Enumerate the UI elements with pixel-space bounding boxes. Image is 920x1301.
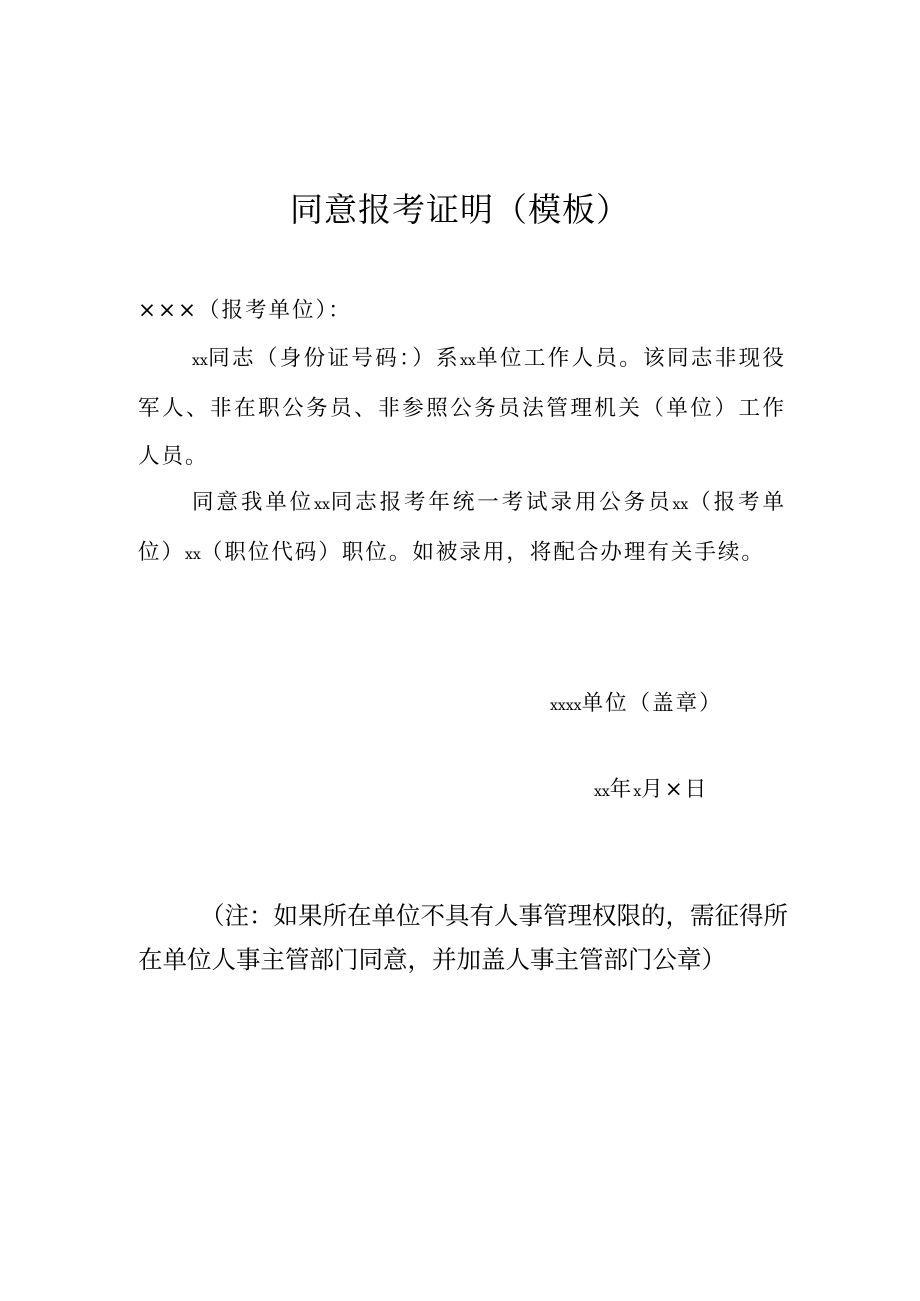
paragraph-text: （职位代码）职位。如被录用，将配合办理有关手续。 (200, 540, 765, 565)
signature-line (550, 680, 723, 730)
paragraph-text: 同意我单位 (192, 490, 315, 515)
paragraph-text: 同志报考年统一考试录用公务员 (329, 490, 673, 515)
addressee-line: ×××（报考单位）： (138, 298, 352, 323)
signature-text: 单位（盖章） (581, 691, 723, 716)
placeholder-name: xx (314, 497, 330, 513)
placeholder-unit: xx (459, 353, 476, 369)
paragraph-text: 单位工作人员。该同志非现役军人、非在职公务员、非参照公务员法管理机关（单位）工作人员。 (138, 346, 786, 469)
placeholder-unit-name: xxxx (550, 698, 582, 714)
placeholder-position-code: xx (185, 547, 201, 563)
paragraph-consent (138, 479, 786, 579)
placeholder-name: xx (192, 353, 208, 369)
paragraph-text: （报考单位） (138, 490, 786, 565)
date-line (594, 766, 708, 816)
paragraph-text: 同志（身份证号码：）系 (207, 346, 460, 371)
date-text: 年 (609, 777, 634, 802)
document-title: 同意报考证明（模板） (290, 190, 630, 229)
footnote: （注：如果所在单位不具有人事管理权限的，需征得所在单位人事主管部门同意，并加盖人事主管部门公章） (138, 901, 788, 974)
placeholder-unit: xx (672, 497, 689, 513)
date-text: 月×日 (641, 777, 709, 802)
paragraph-identity (138, 335, 786, 481)
placeholder-year: xx (594, 784, 610, 800)
placeholder-month: x (633, 784, 642, 800)
